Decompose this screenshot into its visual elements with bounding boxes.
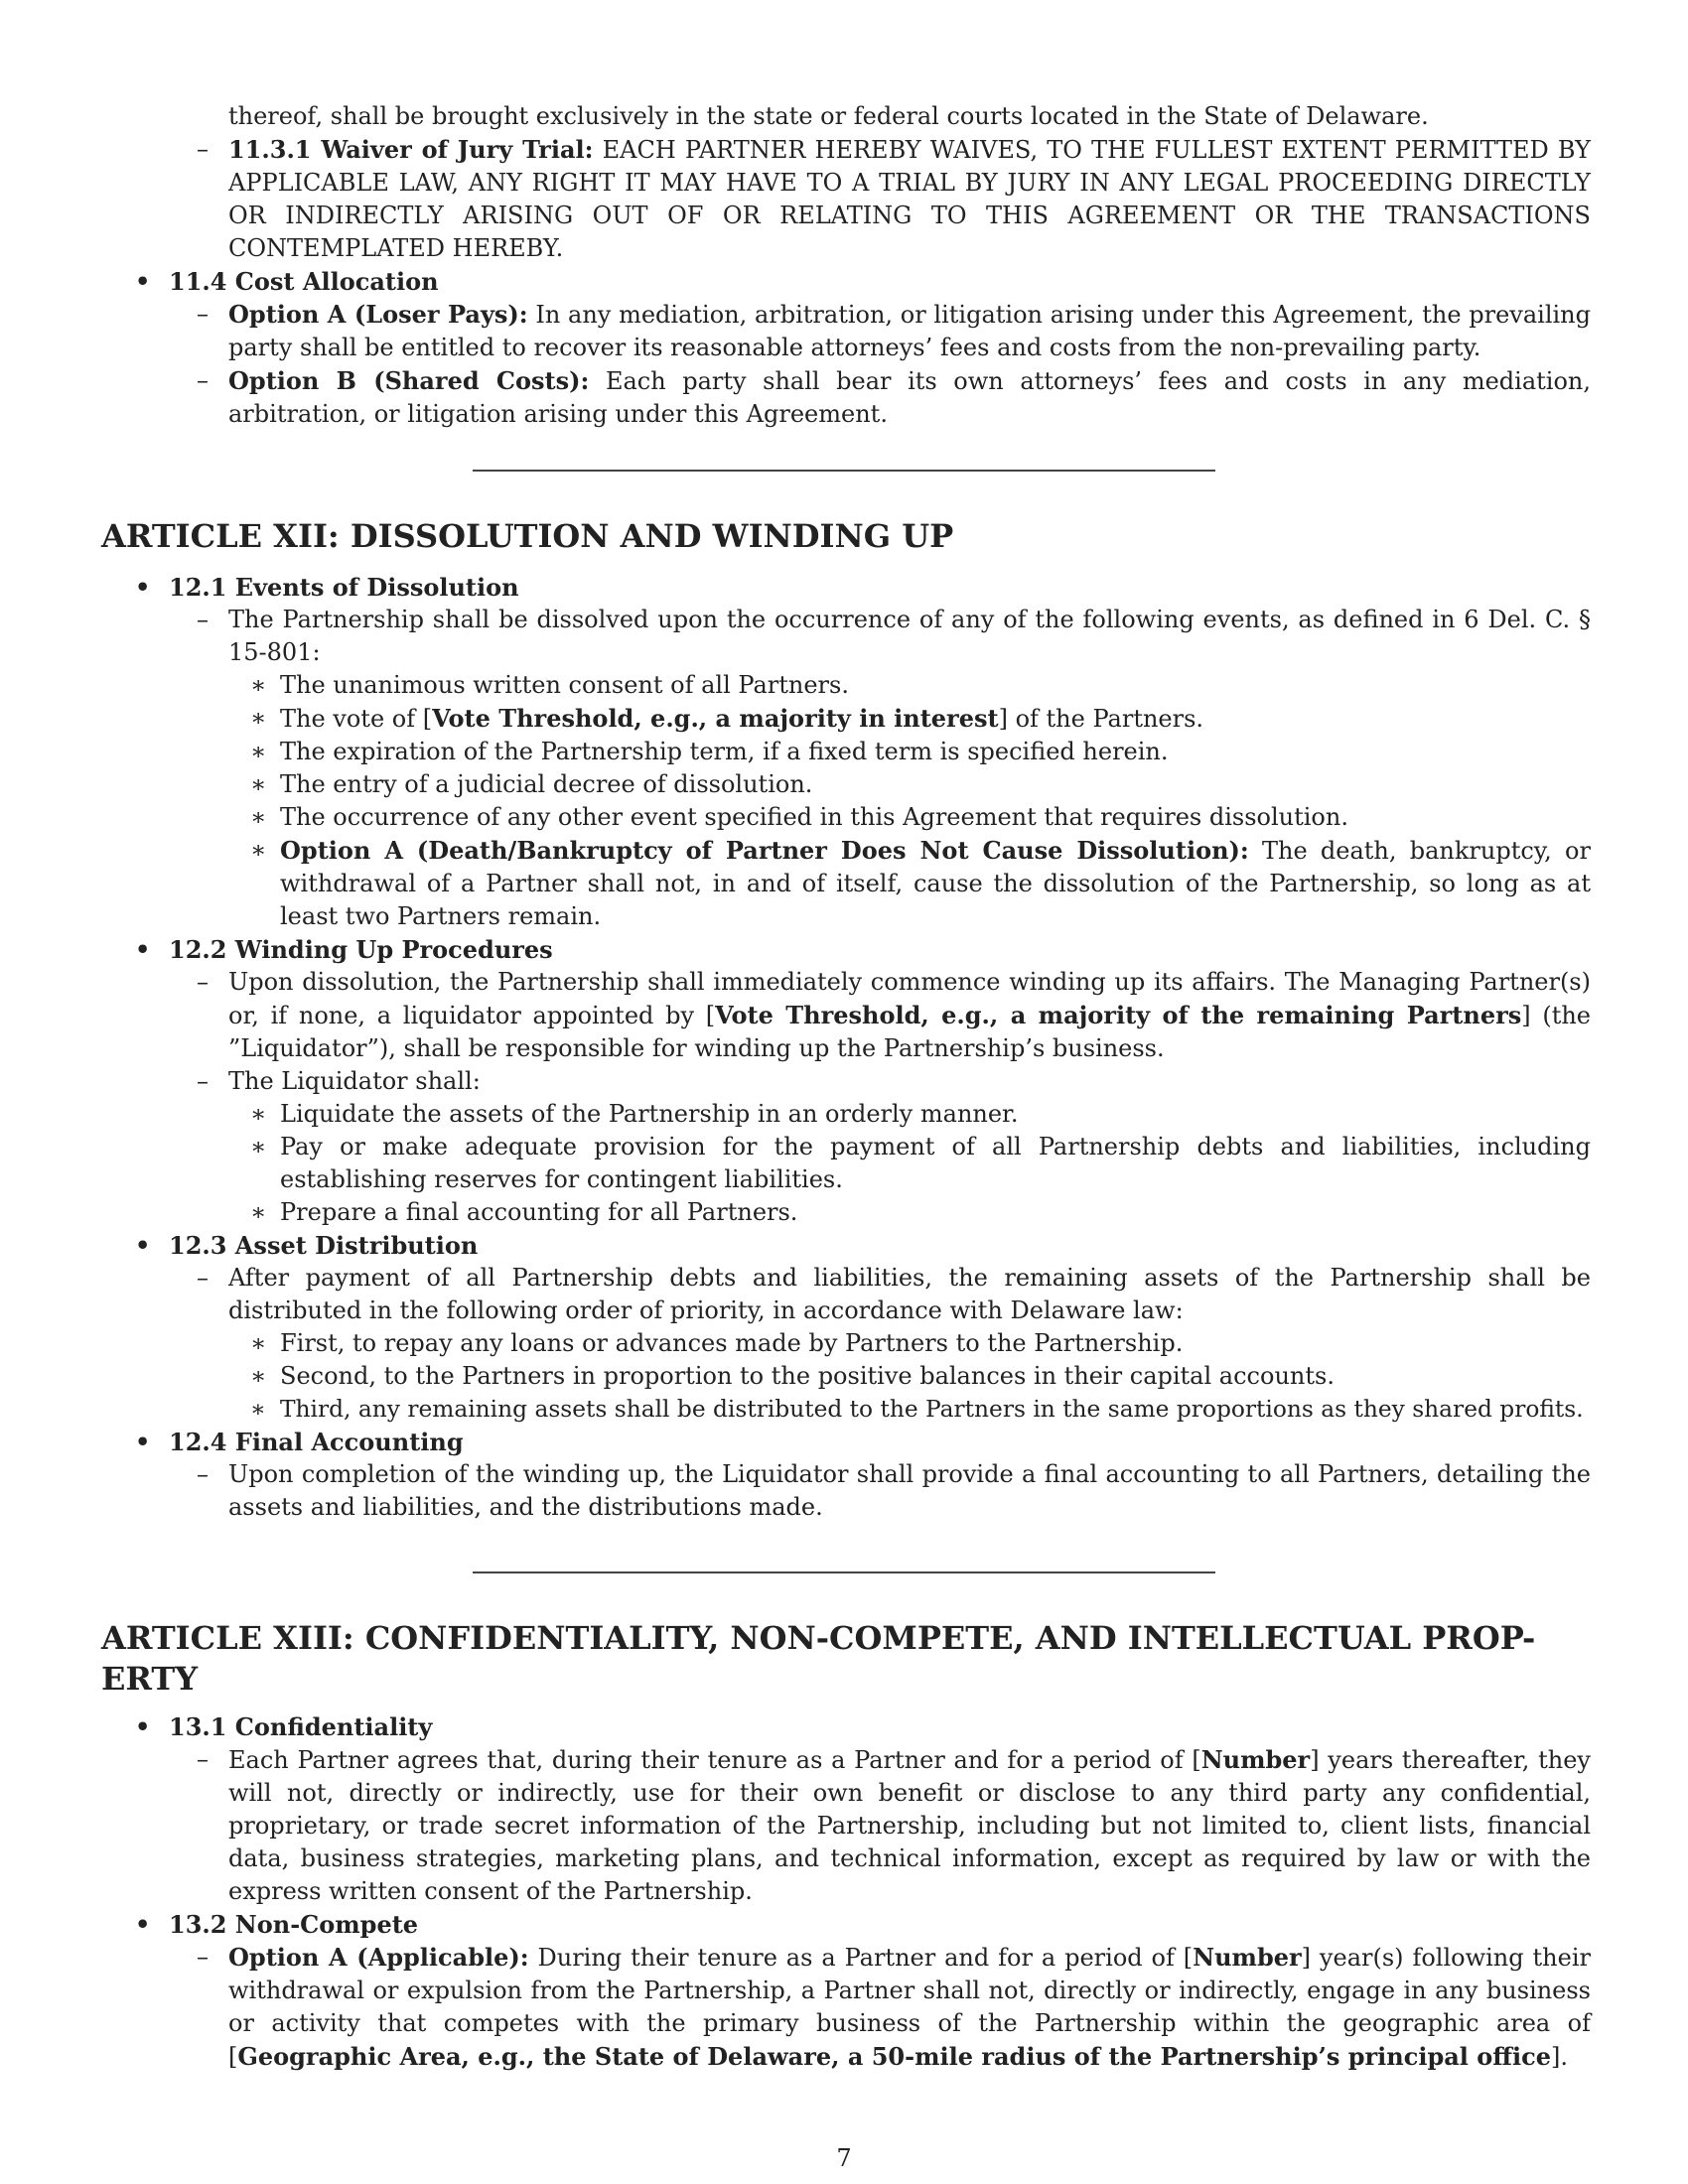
article-13-body [101,1710,1591,2074]
dash-marker: – [197,300,209,328]
section-12-3-title [135,1229,1591,1262]
dissolution-event-1-text: The unanimous written consent of all Partners. [280,671,849,699]
dissolution-event-6-text: The death, bankruptcy, or withdrawal of a Partner shall not, in and of itself, cause the dissolution of the Partnership, so long as at least two Partners remain. [280,837,1591,930]
asterisk-marker: ∗ [250,803,267,831]
section-12-2-para-2 [197,1065,1591,1098]
dissolution-event-2-post: ] of the Partners. [998,705,1204,733]
cost-option-b-label: Option B (Shared Costs): [228,366,590,395]
distribution-3-text: Third, any remaining assets shall be distributed to the Partners in the same proportions as they shared profits. [280,1396,1584,1423]
section-divider [473,1571,1215,1573]
section-13-2-option-a [197,1941,1591,2074]
section-13-2-text-2: ] year(s) following their withdrawal or expulsion from the Partnership, a Partner shall not, directly or indirectly, engage in any business or activity that competes with the primary business of the Partnership within the geographic area of [ [228,1944,1591,2071]
section-12-2-title-text: 12.2 Winding Up Procedures [169,935,553,964]
jury-trial-item [197,133,1591,265]
article-12-heading: ARTICLE XII: DISSOLUTION AND WINDING UP [101,517,954,555]
dissolution-event-2-pre: The vote of [ [280,705,433,733]
distribution-2-text: Second, to the Partners in proportion to the positive balances in their capital accounts. [280,1362,1335,1390]
asterisk-marker: ∗ [250,738,267,765]
dash-marker: – [197,1943,209,1971]
asterisk-marker: ∗ [250,1198,267,1226]
dissolution-event-6 [250,834,1591,933]
section-12-3-title-text: 12.3 Asset Distribution [169,1231,479,1260]
dash-marker: – [197,968,209,996]
section-13-2-placeholder-2: Geographic Area, e.g., the State of Delaware, a 50-mile radius of the Partnership’s principal office [237,2042,1551,2071]
asterisk-marker: ∗ [250,704,267,732]
section-12-2-para-1 [197,966,1592,1065]
section-13-2-placeholder-1: Number [1193,1943,1302,1972]
section-13-2-text-1: During their tenure as a Partner and for a period of [ [537,1944,1194,1972]
page-number: 7 [836,2144,852,2172]
dash-marker: – [197,366,209,394]
section-divider [473,470,1215,472]
cost-allocation-title-text: 11.4 Cost Allocation [169,267,439,296]
section-13-1-pre: Each Partner agrees that, during their tenure as a Partner and for a period of [ [228,1746,1201,1774]
asterisk-marker: ∗ [250,1100,267,1128]
bullet-marker: • [135,573,151,602]
jury-trial-text: EACH PARTNER HEREBY WAIVES, TO THE FULLEST EXTENT PERMITTED BY APPLICABLE LAW, ANY RIGHT IT MAY HAVE TO A TRIAL BY JURY IN ANY LEGAL PROCEEDING DIRECTLY OR INDIRECTLY ARISING OUT OF OR RELATING TO THIS AGREEMENT OR THE TRANSACTIONS CONTEMPLATED HEREBY. [228,136,1591,262]
section-12-4-title-text: 12.4 Final Accounting [169,1428,464,1456]
continued-text: thereof, shall be brought exclusively in the state or federal courts located in the State of Delaware. [228,102,1429,130]
section-12-4-text [197,1458,1591,1524]
article-13-heading [101,1618,1591,1700]
section-13-1-post: ] years thereafter, they will not, directly or indirectly, use for their own benefit or disclose to any third party any confidential, proprietary, or trade secret information of the Partnership, including but not limited to, client lists, financial data, business strategies, marketing plans, and technical information, except as required by law or with the express written consent of the Partnership. [228,1746,1591,1905]
asterisk-marker: ∗ [250,1362,267,1390]
bullet-marker: • [135,1712,151,1741]
dash-marker: – [197,1460,209,1488]
section-12-2-para-1-post: ] (the ”Liquidator”), shall be responsible for winding up the Partnership’s business. [228,1002,1592,1062]
section-12-2-title [135,933,1591,966]
bullet-marker: • [135,935,151,964]
continued-section [101,100,1591,431]
dissolution-event-4-text: The entry of a judicial decree of dissolution. [280,770,813,798]
asterisk-marker: ∗ [250,1329,267,1357]
dash-marker: – [197,135,209,163]
dissolution-event-1 [250,669,1591,702]
article-13-heading-line-1: ARTICLE XIII: CONFIDENTIALITY, NON-COMPETE, AND INTELLECTUAL PROP- [101,1619,1536,1657]
dash-marker: – [197,606,209,633]
section-12-2-para-2-text: The Liquidator shall: [228,1067,481,1095]
cost-allocation-title [135,265,1591,298]
article-12-body [101,571,1591,1524]
jury-trial-label: 11.3.1 Waiver of Jury Trial: [228,135,594,164]
dash-marker: – [197,1264,209,1292]
asterisk-marker: ∗ [250,1133,267,1160]
liquidator-duty-1 [250,1098,1591,1131]
section-12-4-body: Upon completion of the winding up, the Liquidator shall provide a final accounting to all Partners, detailing the assets and liabilities, and the distributions made. [228,1460,1591,1521]
section-12-2-para-1-pre: Upon dissolution, the Partnership shall immediately commence winding up its affairs. The Managing Partner(s) or, if none, a liquidator appointed by [ [228,968,1591,1029]
dissolution-event-2 [250,702,1591,736]
section-12-2-placeholder: Vote Threshold, e.g., a majority of the remaining Partners [715,1001,1522,1029]
dissolution-event-4 [250,768,1591,801]
distribution-1-text: First, to repay any loans or advances made by Partners to the Partnership. [280,1329,1184,1357]
section-12-3-intro-text: After payment of all Partnership debts and liabilities, the remaining assets of the Partnership shall be distributed in the following order of priority, in accordance with Delaware law: [228,1264,1591,1324]
dissolution-event-5 [250,801,1591,834]
dissolution-event-6-label: Option A (Death/Bankruptcy of Partner Does Not Cause Dissolution): [280,836,1249,865]
asterisk-marker: ∗ [250,671,267,699]
cost-option-a-text: In any mediation, arbitration, or litigation arising under this Agreement, the prevailing party shall be entitled to recover its reasonable attorneys’ fees and costs from the non-prevailing party. [228,301,1592,361]
bullet-marker: • [135,1231,151,1260]
asterisk-marker: ∗ [250,1396,266,1423]
cost-option-b [197,364,1591,431]
section-13-2-option-a-label: Option A (Applicable): [228,1943,529,1972]
dissolution-event-3 [250,736,1591,768]
distribution-2 [250,1360,1591,1393]
liquidator-duty-3 [250,1196,1591,1229]
distribution-1 [250,1327,1591,1360]
section-12-1-intro-text: The Partnership shall be dissolved upon the occurrence of any of the following events, as defined in 6 Del. C. § 15-801: [228,606,1591,666]
section-13-1-title-text: 13.1 Confidentiality [169,1712,433,1741]
section-12-1-title [135,571,1591,604]
section-13-2-title [135,1908,1591,1941]
cost-option-a [197,298,1592,364]
bullet-marker: • [135,1910,151,1939]
liquidator-duty-2-text: Pay or make adequate provision for the payment of all Partnership debts and liabilities, including establishing reserves for contingent liabilities. [280,1133,1591,1193]
asterisk-marker: ∗ [250,836,267,864]
liquidator-duty-1-text: Liquidate the assets of the Partnership in an orderly manner. [280,1100,1019,1128]
dissolution-event-2-placeholder: Vote Threshold, e.g., a majority in interest [432,704,999,733]
cost-option-b-text: Each party shall bear its own attorneys’ fees and costs in any mediation, arbitration, or litigation arising under this Agreement. [228,367,1591,428]
section-13-1-text [197,1743,1591,1908]
bullet-marker: • [135,1428,151,1456]
dissolution-event-5-text: The occurrence of any other event specified in this Agreement that requires dissolution. [280,803,1348,831]
section-13-2-title-text: 13.2 Non-Compete [169,1910,419,1939]
article-13-heading-line-2: ERTY [101,1660,199,1698]
section-13-1-title [135,1710,1591,1743]
section-13-2-text-3: ]. [1550,2043,1568,2071]
dash-marker: – [197,1745,209,1773]
section-12-1-intro [197,604,1591,669]
liquidator-duty-3-text: Prepare a final accounting for all Partners. [280,1198,798,1226]
bullet-marker: • [135,267,151,296]
section-12-4-title [135,1426,1591,1458]
section-12-1-title-text: 12.1 Events of Dissolution [169,573,519,602]
section-13-1-placeholder: Number [1200,1745,1311,1774]
section-12-3-intro [197,1262,1591,1327]
asterisk-marker: ∗ [250,770,267,798]
distribution-3 [250,1393,1591,1426]
liquidator-duty-2 [250,1131,1591,1196]
dash-marker: – [197,1067,209,1095]
dissolution-event-3-text: The expiration of the Partnership term, if a fixed term is specified herein. [280,738,1169,765]
cost-option-a-label: Option A (Loser Pays): [228,300,528,329]
